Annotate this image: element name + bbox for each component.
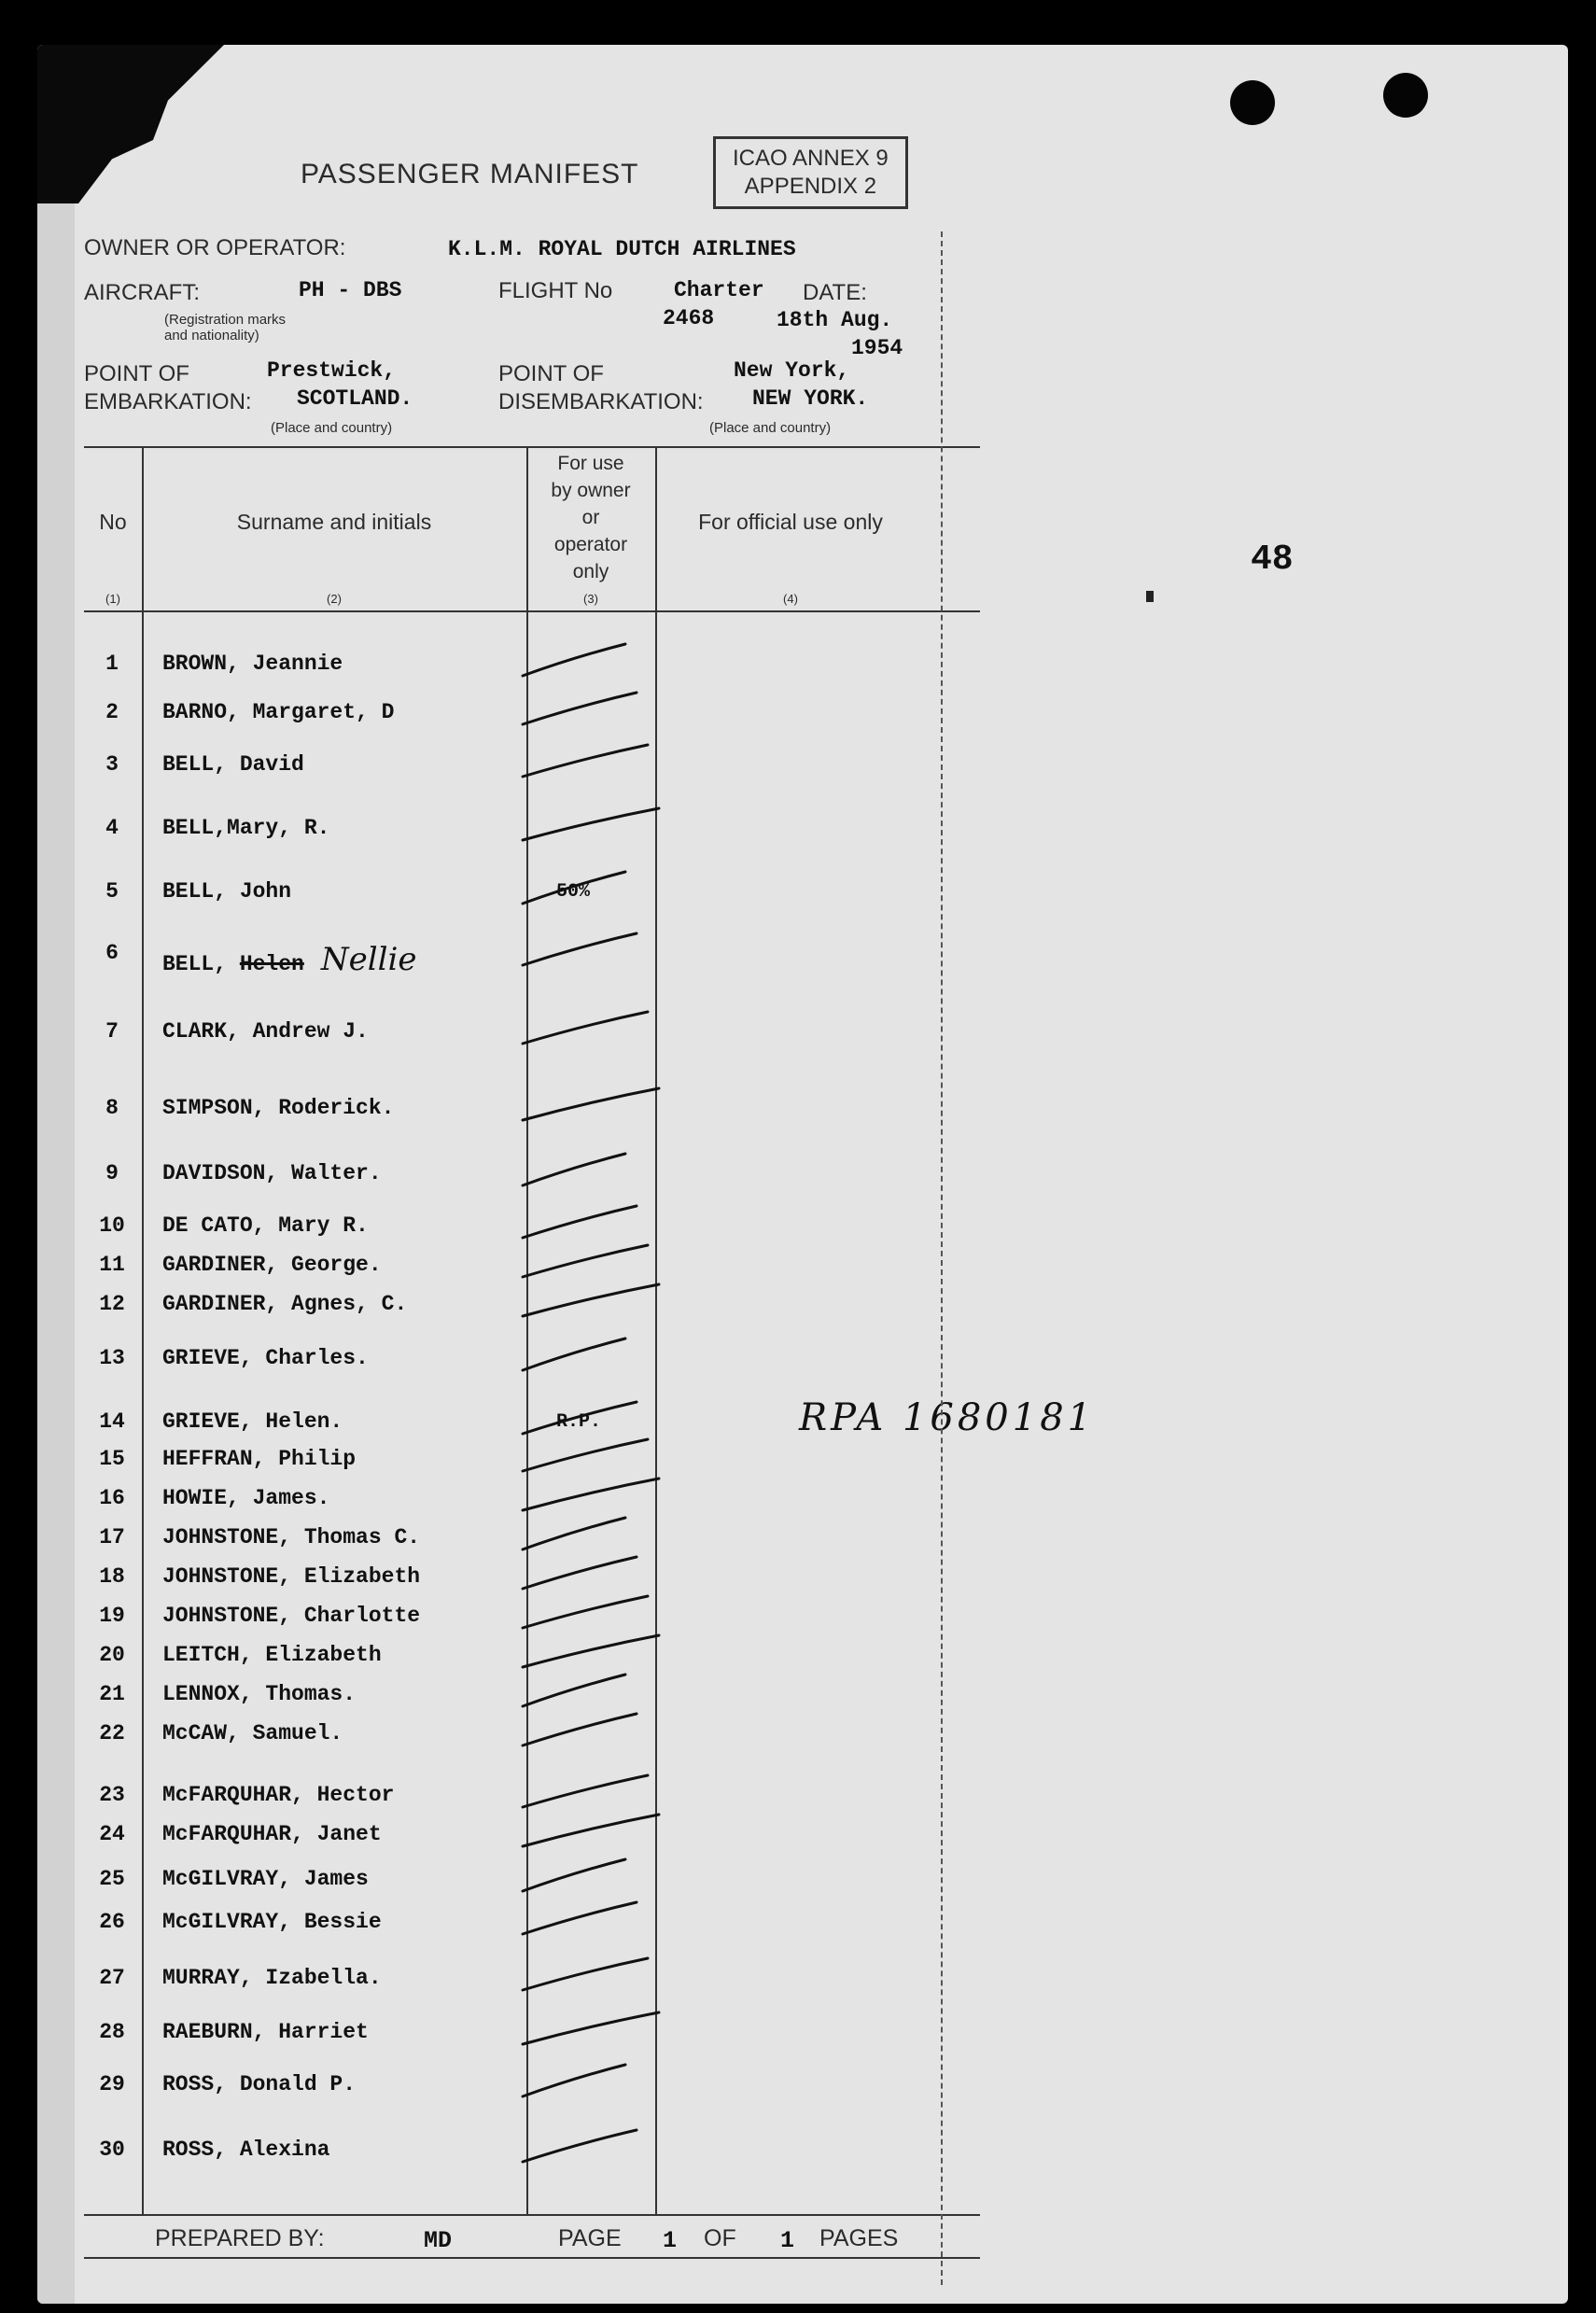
check-mark [523,1815,659,1846]
passenger-name-text: JOHNSTONE, Thomas C. [162,1525,421,1549]
check-mark [523,1284,659,1316]
passenger-number: 10 [99,1213,125,1238]
passenger-name-text: HOWIE, James. [162,1486,330,1510]
passenger-name-text: McFARQUHAR, Janet [162,1822,382,1846]
column-header-name: Surname and initials [236,510,432,534]
passenger-number: 15 [99,1447,125,1471]
prepared-by-label: PREPARED BY: [155,2225,325,2251]
page-value: 1 [663,2227,678,2254]
aircraft-value: PH - DBS [299,278,402,302]
owner-use-note: R.P. [556,1411,602,1433]
struck-name: Helen [239,952,304,976]
column-header-no: No [99,510,127,534]
manifest-page [37,45,1568,2304]
owner-value: K.L.M. ROYAL DUTCH AIRLINES [448,237,796,261]
margin-mark [1146,591,1154,602]
prepared-by-value: MD [424,2227,453,2254]
check-mark [523,1714,637,1745]
passenger-number: 27 [99,1966,125,1990]
disembarkation-label-line-2: DISEMBARKATION: [498,389,704,414]
check-mark [523,745,648,777]
margin-page-number: 48 [1251,540,1294,580]
passenger-number: 25 [99,1867,125,1891]
owner-use-line-2: by owner [551,480,631,501]
flight-value-line-2: 2468 [663,306,715,330]
date-value-line-1: 18th Aug. [777,308,893,332]
check-mark [523,2130,637,2162]
column-number-2: (2) [327,592,342,606]
check-mark [523,933,637,965]
official-use-note: RPA 1680181 [799,1396,1096,1439]
check-mark [523,872,625,904]
passenger-number: 18 [99,1564,125,1589]
passenger-name-text: BELL, John [162,879,292,904]
check-mark [523,1596,648,1628]
column-number-4: (4) [783,592,798,606]
passenger-name-text: MURRAY, Izabella. [162,1966,382,1990]
embarkation-value-line-2: SCOTLAND. [297,386,413,411]
check-mark [523,1339,625,1370]
passenger-number: 19 [99,1604,125,1628]
passenger-name-text: McGILVRAY, Bessie [162,1910,382,1934]
table-footer-rule [84,2257,980,2259]
punch-hole-right [1383,73,1428,118]
check-mark [523,1775,648,1807]
passenger-number: 9 [105,1161,119,1185]
owner-use-line-5: only [572,561,609,582]
dashed-fold-line [941,231,943,2285]
flight-label: FLIGHT No [498,278,613,303]
passenger-name-text: ROSS, Alexina [162,2138,330,2162]
passenger-name-text: CLARK, Andrew J. [162,1019,369,1044]
paper-edge [37,45,75,2304]
date-label: DATE: [803,280,867,305]
embarkation-label-line-1: POINT OF [84,361,189,386]
disembarkation-note: (Place and country) [709,420,832,436]
check-mark [523,1675,625,1706]
owner-label: OWNER OR OPERATOR: [84,235,346,260]
check-mark [523,693,637,724]
check-mark [523,1557,637,1589]
handwritten-name: Nellie [320,941,417,978]
passenger-name-text: McFARQUHAR, Hector [162,1783,395,1807]
check-mark [523,1439,648,1471]
embarkation-label-line-2: EMBARKATION: [84,389,252,414]
passenger-number: 23 [99,1783,125,1807]
aircraft-note-line-1: (Registration marks [164,312,287,328]
passenger-number: 22 [99,1721,125,1745]
passenger-name-text: JOHNSTONE, Charlotte [162,1604,421,1628]
passenger-name-text: GRIEVE, Helen. [162,1409,343,1434]
passenger-name-text: HEFFRAN, Philip [162,1447,357,1471]
icao-line-2: APPENDIX 2 [744,174,877,199]
disembarkation-value-line-2: NEW YORK. [752,386,869,411]
passenger-number: 7 [105,1019,119,1044]
passenger-number: 20 [99,1643,125,1667]
check-mark [523,1859,625,1891]
passenger-number: 24 [99,1822,125,1846]
disembarkation-value-line-1: New York, [734,358,850,383]
aircraft-note-line-2: and nationality) [164,328,259,343]
passenger-number: 8 [105,1096,119,1120]
passenger-name-text: BELL, David [162,752,304,777]
disembarkation-label-line-1: POINT OF [498,361,604,386]
passenger-number: 4 [105,816,119,840]
column-number-1: (1) [105,592,120,606]
embarkation-value-line-1: Prestwick, [267,358,397,383]
check-mark [523,2012,659,2044]
check-marks [84,82,980,2220]
check-mark [523,1635,659,1667]
passenger-name-text: JOHNSTONE, Elizabeth [162,1564,421,1589]
passenger-number: 30 [99,2138,125,2162]
passenger-number: 16 [99,1486,125,1510]
passenger-name-text: LENNOX, Thomas. [162,1682,357,1706]
passenger-number: 3 [105,752,119,777]
passenger-name-text: McGILVRAY, James [162,1867,369,1891]
punch-hole-left [1230,80,1275,125]
passenger-number: 11 [99,1253,125,1277]
page-title: PASSENGER MANIFEST [301,159,639,189]
pages-label: PAGES [819,2225,899,2251]
embarkation-note: (Place and country) [271,420,393,436]
check-mark [523,1902,637,1934]
check-mark [523,1154,625,1185]
passenger-name-text: GARDINER, Agnes, C. [162,1292,408,1316]
passenger-name-text: BELL, [162,952,240,976]
of-value: 1 [780,2227,795,2254]
passenger-name-text: DE CATO, Mary R. [162,1213,369,1238]
passenger-name-text: BARNO, Margaret, D [162,700,395,724]
passenger-number: 5 [105,879,119,904]
passenger-number: 2 [105,700,119,724]
icao-line-1: ICAO ANNEX 9 [733,146,889,171]
flight-value-line-1: Charter [674,278,764,302]
check-mark [523,808,659,840]
owner-use-line-4: operator [553,534,628,555]
passenger-name-text: BELL,Mary, R. [162,816,330,840]
date-value-line-2: 1954 [851,336,903,360]
check-mark [523,1012,648,1044]
aircraft-label: AIRCRAFT: [84,280,201,305]
passenger-number: 29 [99,2072,125,2096]
passenger-name-text: GARDINER, George. [162,1253,382,1277]
check-mark [523,1245,648,1277]
column-header-official: For official use only [698,510,883,534]
owner-use-note: 50% [556,881,591,903]
page-label: PAGE [558,2225,622,2251]
check-mark [523,1206,637,1238]
passenger-number: 17 [99,1525,125,1549]
passenger-number: 28 [99,2020,125,2044]
passenger-name-text: BROWN, Jeannie [162,652,343,676]
passenger-number: 12 [99,1292,125,1316]
check-mark [523,1479,659,1510]
passenger-number: 21 [99,1682,125,1706]
passenger-number: 13 [99,1346,125,1370]
passenger-number: 6 [105,941,119,965]
passenger-number: 26 [99,1910,125,1934]
passenger-number: 14 [99,1409,125,1434]
check-mark [523,644,625,676]
passenger-name-text: GRIEVE, Charles. [162,1346,369,1370]
of-label: OF [704,2225,736,2251]
check-mark [523,2065,625,2096]
owner-use-line-3: or [581,507,600,528]
passenger-name-text: RAEBURN, Harriet [162,2020,369,2044]
passenger-name-text: McCAW, Samuel. [162,1721,343,1745]
owner-use-line-1: For use [557,453,624,474]
passenger-name-text: DAVIDSON, Walter. [162,1161,382,1185]
check-mark [523,1088,659,1120]
passenger-name-text: ROSS, Donald P. [162,2072,357,2096]
check-mark [523,1518,625,1549]
column-number-3: (3) [583,592,598,606]
passenger-name-text: SIMPSON, Roderick. [162,1096,395,1120]
passenger-number: 1 [105,652,119,676]
passenger-name-text: LEITCH, Elizabeth [162,1643,382,1667]
check-mark [523,1402,637,1434]
check-mark [523,1958,648,1990]
